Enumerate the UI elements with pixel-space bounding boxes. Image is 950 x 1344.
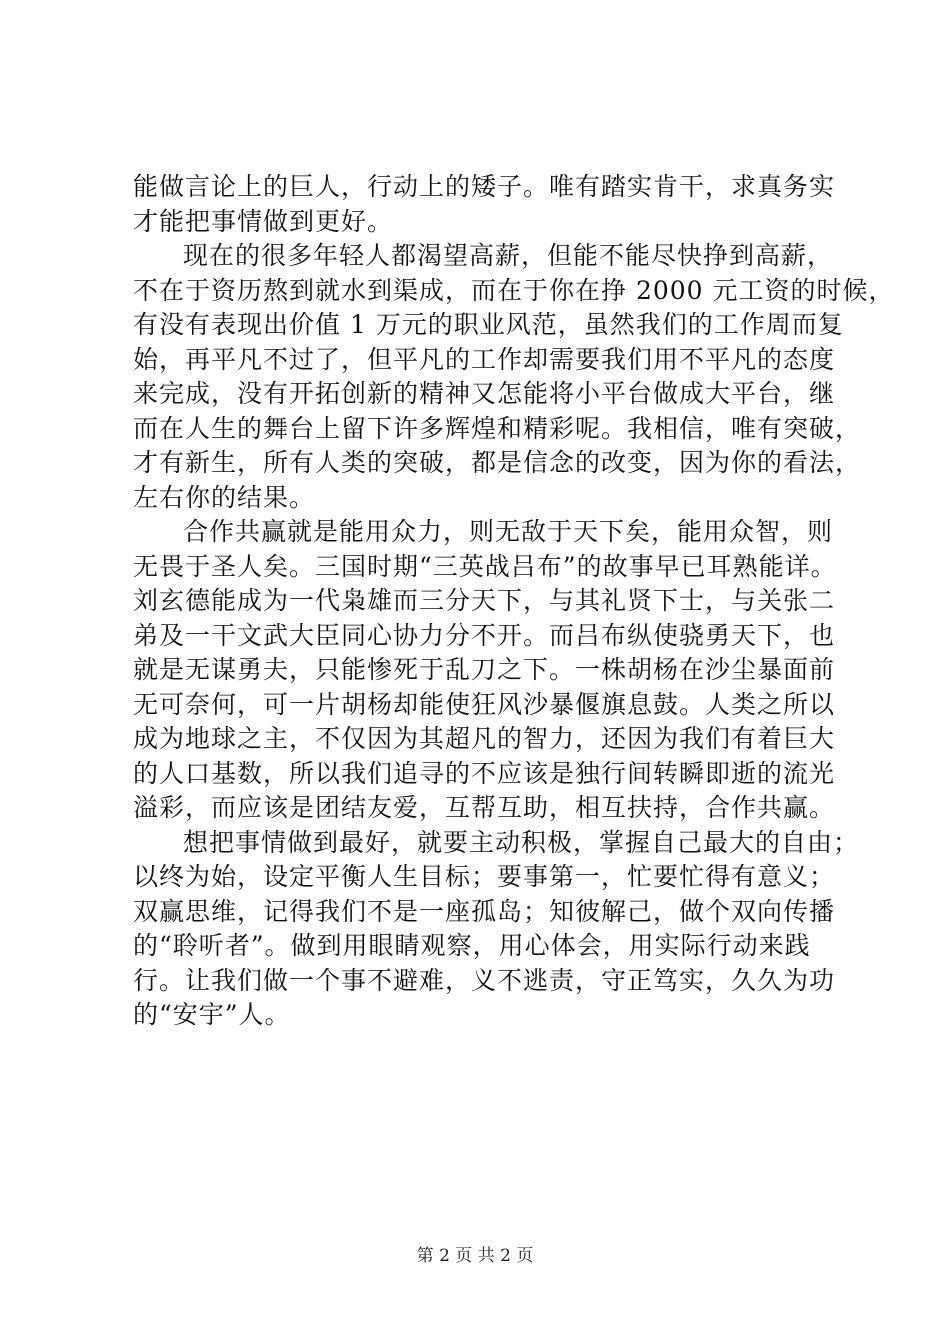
text-line: 不在于资历熬到就水到渠成，而在于你在挣 2000 元工资的时候， xyxy=(133,275,895,305)
text-line: 以终为始，设定平衡人生目标；要事第一，忙要忙得有意义； xyxy=(133,862,836,891)
text-line: 才能把事情做到更好。 xyxy=(133,206,394,236)
text-line: 无可奈何，可一片胡杨却能使狂风沙暴偃旗息鼓。人类之所以 xyxy=(133,689,836,719)
text-line: 能做言论上的巨人，行动上的矮子。唯有踏实肯干，求真务实 xyxy=(133,172,836,201)
document-body xyxy=(133,170,895,1033)
text-line: 双赢思维，记得我们不是一座孤岛；知彼解己，做个双向传播 xyxy=(133,896,836,926)
text-line: 来完成，没有开拓创新的精神又怎能将小平台做成大平台，继 xyxy=(133,379,836,408)
text-line: 才有新生，所有人类的突破，都是信念的改变，因为你的看法， xyxy=(133,448,862,477)
text-line: 有没有表现出价值 1 万元的职业风范，虽然我们的工作周而复 xyxy=(133,310,844,339)
text-line: 想把事情做到最好，就要主动积极，掌握自己最大的自由； xyxy=(183,827,860,857)
text-line: 现在的很多年轻人都渴望高薪，但能不能尽快挣到高薪， xyxy=(183,241,834,270)
text-line: 行。让我们做一个事不避难，义不逃责，守正笃实，久久为功 xyxy=(133,965,836,995)
text-line: 成为地球之主，不仅因为其超凡的智力，还因为我们有着巨大 xyxy=(133,724,836,753)
text-line: 的人口基数，所以我们追寻的不应该是独行间转瞬即逝的流光 xyxy=(133,758,836,788)
text-line: 而在人生的舞台上留下许多辉煌和精彩呢。我相信，唯有突破， xyxy=(133,413,862,443)
text-line: 左右你的结果。 xyxy=(133,482,316,512)
text-line: 溢彩，而应该是团结友爱，互帮互助，相互扶持，合作共赢。 xyxy=(133,793,836,822)
text-line: 的“聆听者”。做到用眼睛观察，用心体会，用实际行动来践 xyxy=(133,931,811,960)
text-line: 无畏于圣人矣。三国时期“三英战吕布”的故事早已耳熟能详。 xyxy=(133,551,837,581)
text-line: 的“安宇”人。 xyxy=(133,1000,291,1029)
text-line: 就是无谋勇夫，只能惨死于乱刀之下。一株胡杨在沙尘暴面前 xyxy=(133,655,836,684)
text-line: 弟及一干文武大臣同心协力分不开。而吕布纵使骁勇天下，也 xyxy=(133,620,836,650)
text-line: 合作共赢就是能用众力，则无敌于天下矣，能用众智，则 xyxy=(183,517,834,546)
text-line: 始，再平凡不过了，但平凡的工作却需要我们用不平凡的态度 xyxy=(133,344,836,374)
text-line: 刘玄德能成为一代枭雄而三分天下，与其礼贤下士，与关张二 xyxy=(133,586,836,615)
page-number-footer: 第 2 页 共 2 页 xyxy=(416,1246,534,1266)
